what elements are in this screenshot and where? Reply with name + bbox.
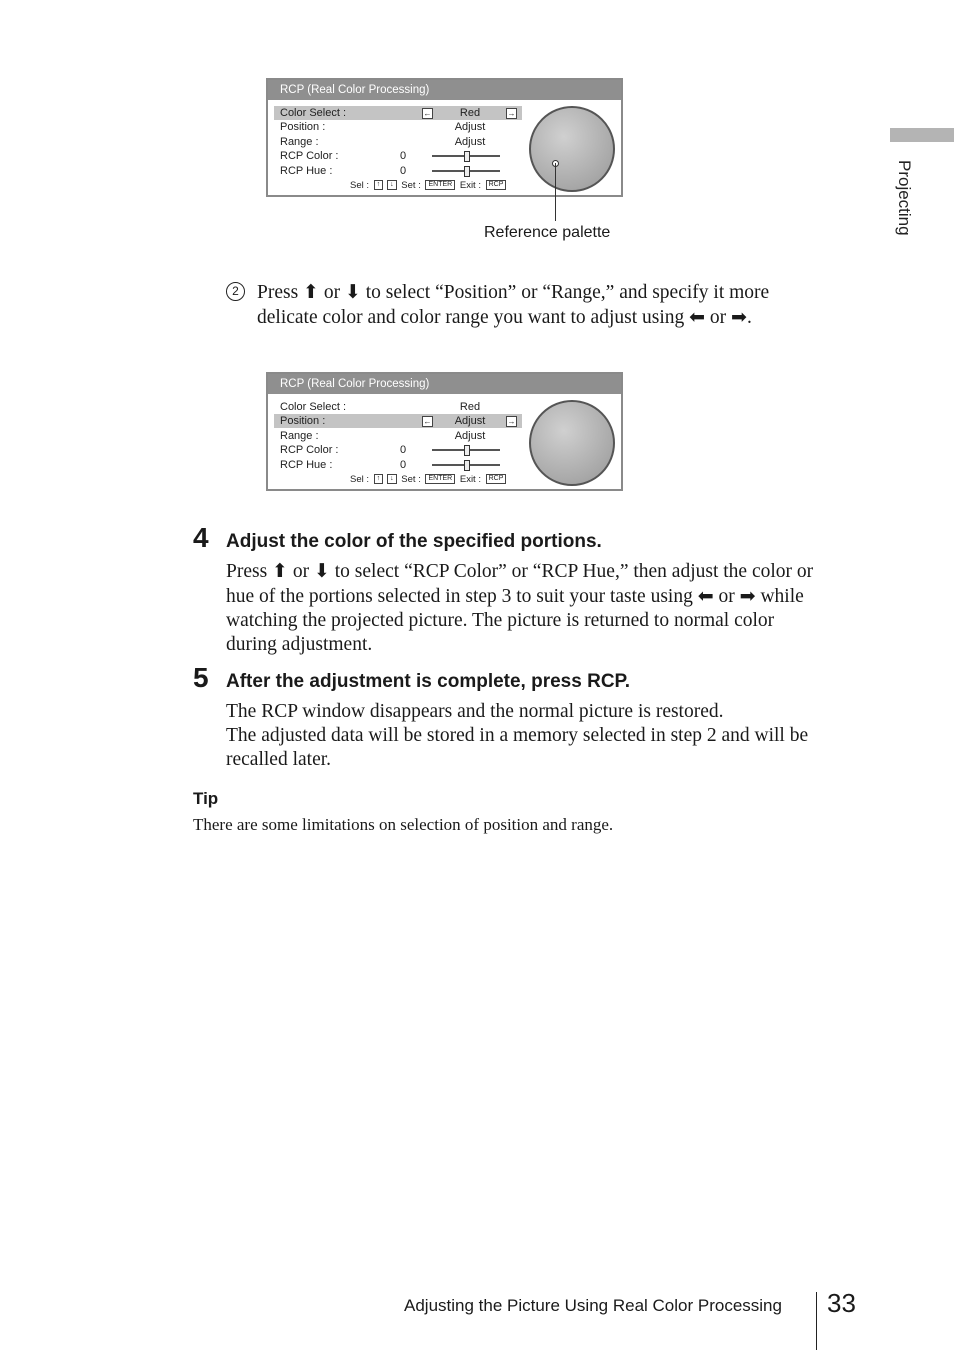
row-label: RCP Color : [280, 150, 339, 162]
text: hue of the portions selected in step 3 to suit your taste using [226, 586, 693, 607]
menu-row-color-select [274, 106, 522, 120]
right-arrow-icon: → [507, 109, 516, 118]
left-arrow-icon: ← [423, 109, 432, 118]
substep-2-text [257, 280, 857, 330]
row-label: Color Select : [280, 107, 347, 119]
row-value: Adjust [454, 415, 486, 427]
text: to select “RCP Color” or “RCP Hue,” then adjust the color or [334, 561, 814, 582]
row-label: RCP Hue : [280, 165, 333, 177]
down-arrow-icon: ↓ [387, 180, 397, 190]
text: watching the projected picture. The picture is returned to normal color [226, 610, 775, 631]
text: recalled later. [226, 749, 332, 770]
slider-knob [464, 460, 470, 471]
row-number: 0 [400, 444, 407, 456]
text: The RCP window disappears and the normal picture is restored. [226, 701, 724, 722]
menu-row-position [274, 414, 522, 428]
up-arrow-icon: ↑ [374, 474, 384, 484]
step-5-body [226, 700, 866, 772]
menu-row-position [274, 120, 522, 134]
footer-divider [816, 1292, 817, 1350]
menu-row-range [274, 135, 522, 149]
text: or [292, 561, 310, 582]
right-arrow-icon: ➡ [731, 306, 747, 328]
row-value: Adjust [454, 121, 486, 133]
row-label: Range : [280, 430, 319, 442]
menu-footer [350, 180, 508, 191]
up-arrow-icon: ↑ [374, 180, 384, 190]
section-tab-bar [890, 128, 954, 142]
rcp-menu-title: RCP (Real Color Processing) [268, 80, 621, 100]
row-label: Position : [280, 415, 326, 427]
slider-knob [464, 445, 470, 456]
exit-label: Exit : [459, 474, 481, 485]
footer-section-title: Adjusting the Picture Using Real Color Processing [404, 1296, 782, 1315]
row-number: 0 [400, 150, 407, 162]
left-arrow-icon: ← [423, 417, 432, 426]
up-arrow-icon: ⬆ [303, 281, 319, 303]
text: Press [226, 561, 268, 582]
reference-palette [529, 400, 615, 486]
down-arrow-icon: ↓ [387, 474, 397, 484]
step-4-body [226, 559, 866, 657]
row-label: RCP Hue : [280, 459, 333, 471]
menu-footer [350, 474, 508, 485]
left-arrow-icon: ⬅ [689, 306, 706, 328]
step-number: 5 [193, 662, 209, 693]
row-value: Red [459, 107, 481, 119]
tip-text: There are some limitations on selection of position and range. [193, 815, 614, 834]
section-tab-label: Projecting [895, 160, 914, 236]
row-label: Color Select : [280, 401, 347, 413]
slider-knob [464, 151, 470, 162]
slider-knob [464, 166, 470, 177]
menu-row-rcp-color [274, 149, 522, 163]
row-value: Adjust [454, 430, 486, 442]
set-label: Set : [401, 474, 421, 485]
text: to select “Position” or “Range,” and specify it more [365, 282, 770, 303]
menu-row-color-select [274, 400, 522, 414]
row-label: RCP Color : [280, 444, 339, 456]
row-label: Position : [280, 121, 326, 133]
callout-line [555, 163, 556, 221]
row-number: 0 [400, 165, 407, 177]
text: Press [257, 282, 299, 303]
sel-label: Sel : [350, 474, 370, 485]
text: delicate color and color range you want to adjust using [257, 307, 685, 328]
enter-key-icon: ENTER [425, 180, 455, 190]
text: during adjustment. [226, 634, 373, 655]
right-arrow-icon: ➡ [739, 585, 756, 607]
rcp-key-icon: RCP [486, 474, 507, 484]
exit-label: Exit : [459, 180, 481, 191]
text: . [746, 307, 752, 328]
enter-key-icon: ENTER [425, 474, 455, 484]
set-label: Set : [401, 180, 421, 191]
row-value: Red [459, 401, 481, 413]
text: The adjusted data will be stored in a memory selected in step 2 and will be [226, 725, 809, 746]
sel-label: Sel : [350, 180, 370, 191]
reference-palette [529, 106, 615, 192]
up-arrow-icon: ⬆ [272, 560, 288, 582]
step-heading: After the adjustment is complete, press RCP. [226, 671, 631, 692]
row-value: Adjust [454, 136, 486, 148]
rcp-key-icon: RCP [486, 180, 507, 190]
text: or [323, 282, 341, 303]
rcp-menu-screen-1 [266, 78, 623, 197]
rcp-menu-screen-2 [266, 372, 623, 491]
text: while [760, 586, 804, 607]
right-arrow-icon: → [507, 417, 516, 426]
menu-row-range [274, 429, 522, 443]
down-arrow-icon: ⬇ [344, 281, 361, 303]
text: or [709, 307, 727, 328]
menu-row-rcp-hue [274, 164, 522, 178]
row-number: 0 [400, 459, 407, 471]
substep-marker: 2 [226, 282, 245, 301]
menu-row-rcp-hue [274, 458, 522, 472]
step-heading: Adjust the color of the specified portions. [226, 531, 602, 552]
callout-label: Reference palette [484, 224, 611, 241]
text: or [718, 586, 735, 607]
step-number: 4 [193, 522, 209, 553]
row-label: Range : [280, 136, 319, 148]
page-number: 33 [827, 1288, 856, 1318]
tip-heading: Tip [193, 789, 219, 808]
menu-row-rcp-color [274, 443, 522, 457]
left-arrow-icon: ⬅ [697, 585, 714, 607]
down-arrow-icon: ⬇ [313, 560, 330, 582]
rcp-menu-title: RCP (Real Color Processing) [268, 374, 621, 394]
